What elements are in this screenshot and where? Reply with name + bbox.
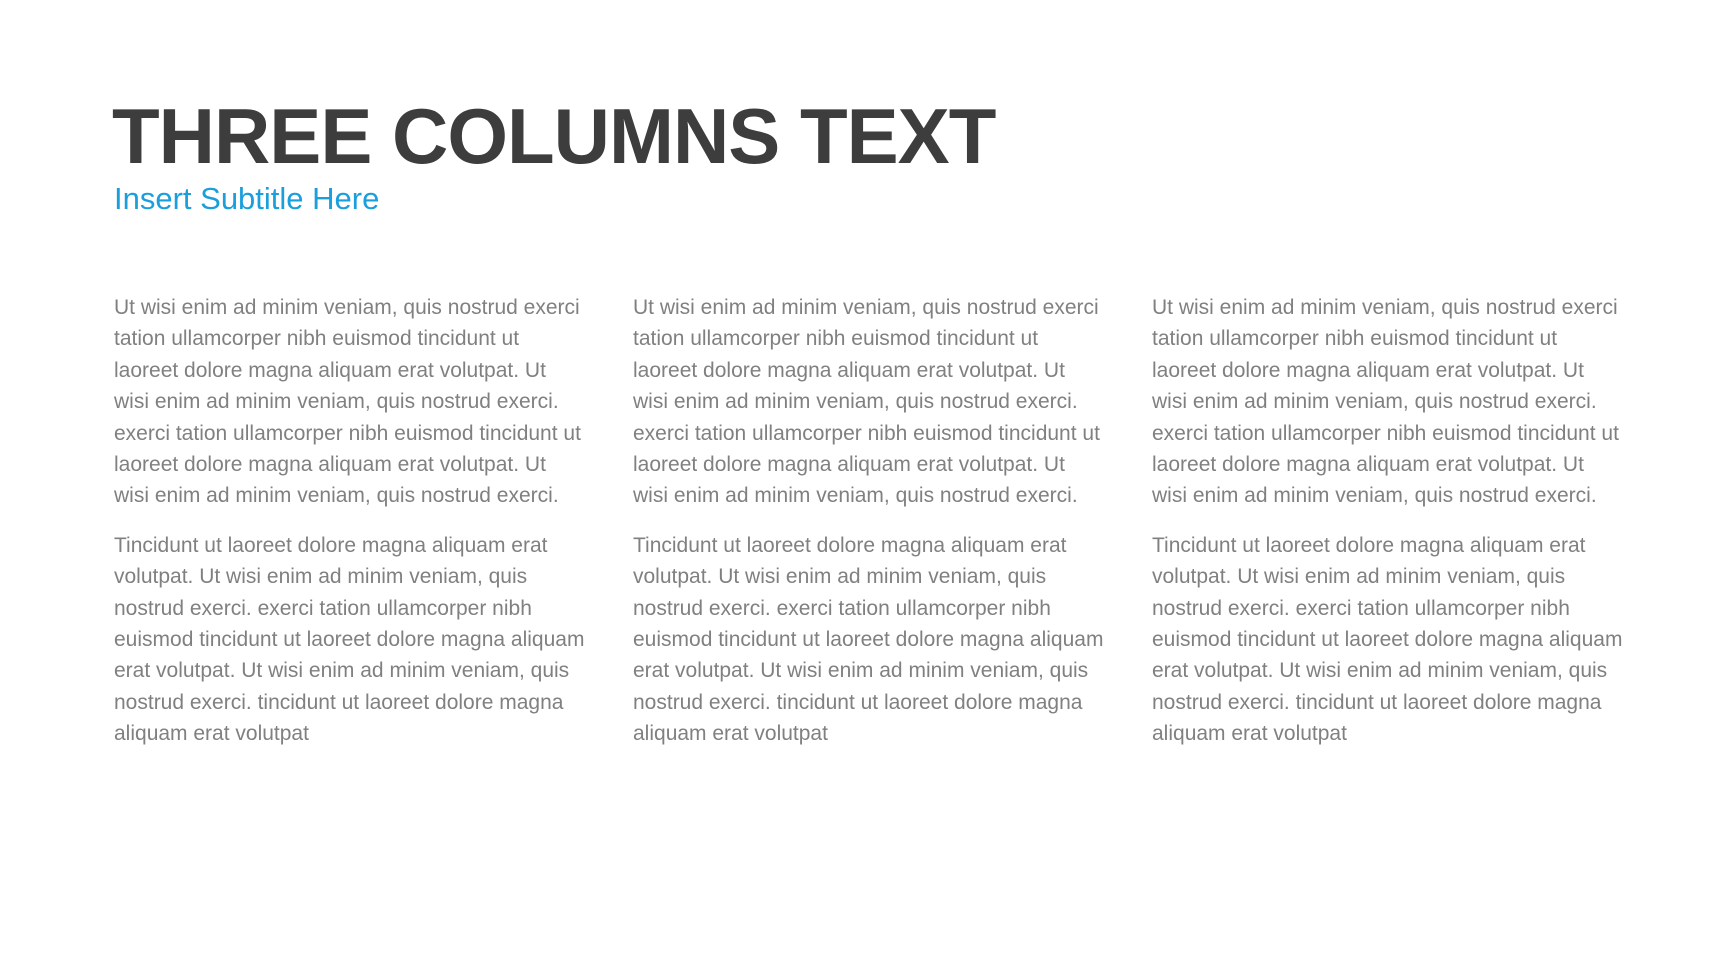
text-column-2 [633,292,1105,750]
text-column-1 [114,292,586,750]
column-3-paragraph-2: Tincidunt ut laoreet dolore magna aliquam erat volutpat. Ut wisi enim ad minim veniam, quis nostrud exerci. exerci tation ullamcorper nibh euismod tincidunt ut laoreet dolore magna aliquam erat volutpat. Ut wisi enim ad minim veniam, quis nostrud exerci. tincidunt ut laoreet dolore magna aliquam erat volutpat [1152,533,1623,746]
text-columns [114,292,1623,792]
text-column-3 [1152,292,1624,750]
slide-title: THREE COLUMNS TEXT [112,92,996,180]
column-2-paragraph-1: Ut wisi enim ad minim veniam, quis nostrud exerci tation ullamcorper nibh euismod tincidunt ut laoreet dolore magna aliquam erat volutpat. Ut wisi enim ad minim veniam, quis nostrud exerci. exerci tation ullamcorper nibh euismod tincidunt ut laoreet dolore magna aliquam erat volutpat. Ut wisi enim ad minim veniam, quis nostrud exerci. [633,296,1100,508]
column-2-paragraph-2: Tincidunt ut laoreet dolore magna aliquam erat volutpat. Ut wisi enim ad minim veniam, quis nostrud exerci. exerci tation ullamcorper nibh euismod tincidunt ut laoreet dolore magna aliquam erat volutpat. Ut wisi enim ad minim veniam, quis nostrud exerci. tincidunt ut laoreet dolore magna aliquam erat volutpat [633,533,1104,746]
column-1-paragraph-1: Ut wisi enim ad minim veniam, quis nostrud exerci tation ullamcorper nibh euismod tincidunt ut laoreet dolore magna aliquam erat volutpat. Ut wisi enim ad minim veniam, quis nostrud exerci. exerci tation ullamcorper nibh euismod tincidunt ut laoreet dolore magna aliquam erat volutpat. Ut wisi enim ad minim veniam, quis nostrud exerci. [114,296,581,508]
column-1-paragraph-2: Tincidunt ut laoreet dolore magna aliquam erat volutpat. Ut wisi enim ad minim veniam, quis nostrud exerci. exerci tation ullamcorper nibh euismod tincidunt ut laoreet dolore magna aliquam erat volutpat. Ut wisi enim ad minim veniam, quis nostrud exerci. tincidunt ut laoreet dolore magna aliquam erat volutpat [114,533,585,746]
slide-subtitle: Insert Subtitle Here [114,181,380,216]
column-3-paragraph-1: Ut wisi enim ad minim veniam, quis nostrud exerci tation ullamcorper nibh euismod tincidunt ut laoreet dolore magna aliquam erat volutpat. Ut wisi enim ad minim veniam, quis nostrud exerci. exerci tation ullamcorper nibh euismod tincidunt ut laoreet dolore magna aliquam erat volutpat. Ut wisi enim ad minim veniam, quis nostrud exerci. [1152,296,1619,508]
